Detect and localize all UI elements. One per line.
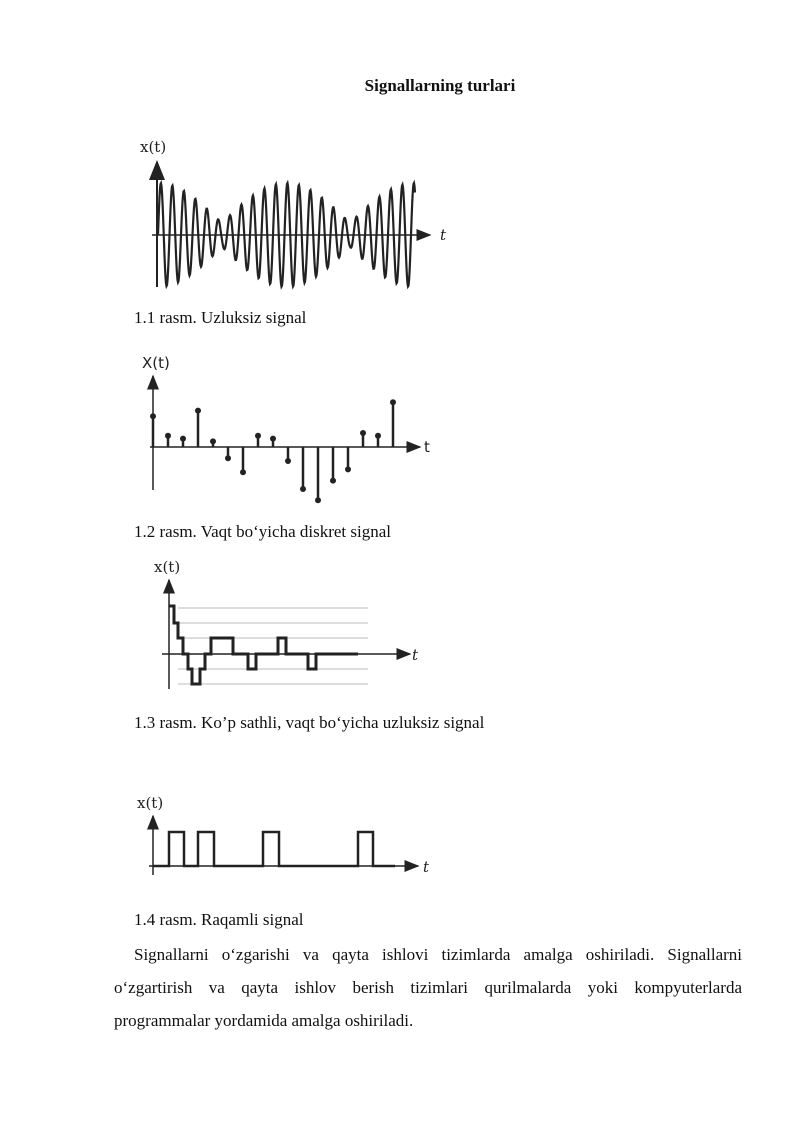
figure-caption-1: 1.1 rasm. Uzluksiz signal — [134, 308, 307, 327]
x-axis-label: t — [440, 226, 447, 244]
sample-point — [195, 408, 201, 414]
figure-caption-2: 1.2 rasm. Vaqt bo‘yicha diskret signal — [134, 522, 392, 541]
y-axis-label: x(t) — [137, 794, 164, 812]
sample-point — [330, 478, 336, 484]
y-axis-label: X(t) — [142, 354, 170, 372]
figure-caption-4: 1.4 rasm. Raqamli signal — [134, 910, 304, 929]
multilevel-waveform — [169, 606, 358, 684]
sample-point — [270, 436, 276, 442]
sample-point — [300, 486, 306, 492]
sample-point — [315, 497, 321, 503]
sample-point — [285, 458, 291, 464]
sample-point — [210, 438, 216, 444]
sample-point — [180, 436, 186, 442]
level-gridlines — [178, 608, 368, 684]
x-axis-label: t — [423, 858, 430, 876]
sample-point — [345, 466, 351, 472]
page-title: Signallarning turlari — [364, 76, 516, 95]
sample-point — [255, 433, 261, 439]
digital-signal-plot — [135, 790, 445, 885]
multilevel-signal-plot — [148, 556, 438, 691]
figure-digital-signal — [135, 790, 445, 885]
paragraph-text: Signallarni o‘zgarishi va qayta ishlovi tizimlarda amalga oshiriladi. Signallarni o‘zgartirish va qayta ishlov berish tizimlari qurilmalarda yoki kompyuterlarda programmalar yordamida amalga oshiriladi. — [114, 945, 742, 1030]
figure-discrete-signal — [140, 350, 440, 510]
sample-point — [360, 430, 366, 436]
sample-point — [165, 433, 171, 439]
x-axis-label: t — [412, 646, 419, 664]
y-axis-label: x(t) — [140, 138, 167, 156]
figure-caption-3: 1.3 rasm. Ko’p sathli, vaqt bo‘yicha uzluksiz signal — [134, 713, 485, 732]
x-axis-label: t — [424, 438, 430, 456]
digital-waveform — [153, 832, 395, 866]
sample-point — [225, 455, 231, 461]
sample-point — [240, 469, 246, 475]
y-axis-label: x(t) — [154, 558, 181, 576]
figure-multilevel-signal — [148, 556, 438, 691]
discrete-signal-plot — [140, 350, 440, 510]
figure-continuous-signal — [130, 132, 460, 292]
sample-point — [150, 413, 156, 419]
discrete-samples — [150, 399, 396, 503]
continuous-signal-plot — [130, 132, 460, 292]
sample-point — [375, 433, 381, 439]
sample-point — [390, 399, 396, 405]
body-paragraph — [114, 938, 742, 1037]
